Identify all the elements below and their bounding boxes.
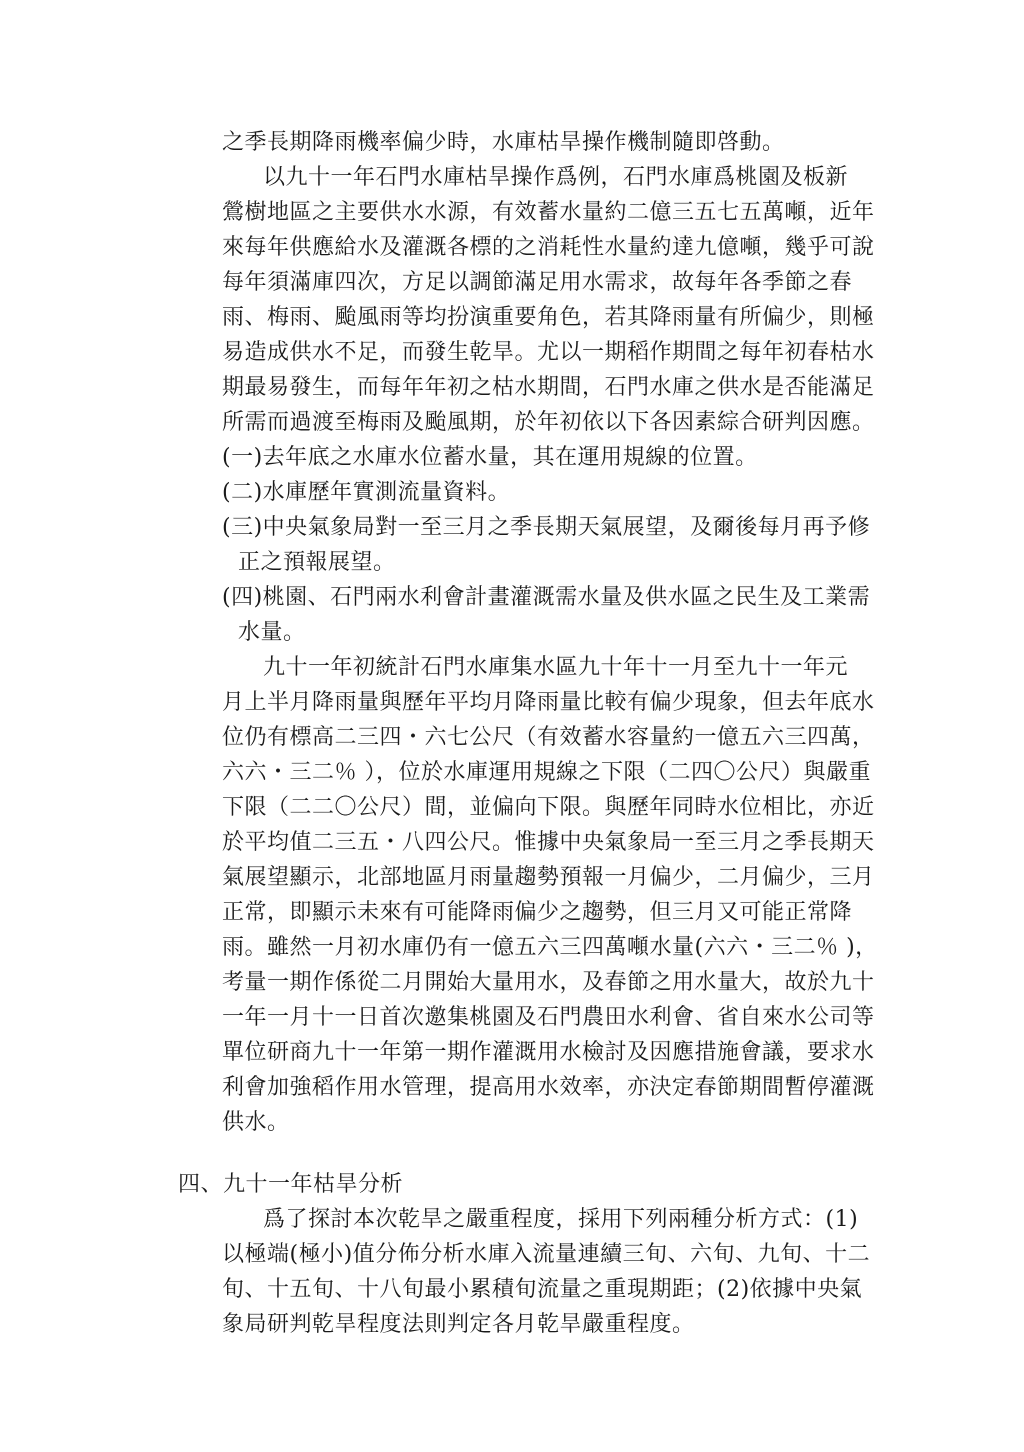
text-line: 鶯樹地區之主要供水水源，有效蓄水量約二億三五七五萬噸，近年 <box>222 200 875 225</box>
text-line: 氣展望顯示，北部地區月雨量趨勢預報一月偏少，二月偏少，三月 <box>222 865 875 890</box>
text-line: 雨。雖然一月初水庫仍有一億五六三四萬噸水量(六六・三二％ )， <box>222 935 878 960</box>
list-item: (二)水庫歷年實測流量資料。 <box>222 480 511 505</box>
text-line: 以極端(極小)值分佈分析水庫入流量連續三旬、六旬、九旬、十二 <box>222 1242 871 1267</box>
text-line: 下限（二二〇公尺）間，並偏向下限。與歷年同時水位相比，亦近 <box>222 795 875 820</box>
section-heading: 四、九十一年枯旱分析 <box>178 1172 404 1197</box>
text-line: 六六・三二％ ），位於水庫運用規線之下限（二四〇公尺）與嚴重 <box>222 760 871 785</box>
text-line: 單位研商九十一年第一期作灌溉用水檢討及因應措施會議，要求水 <box>222 1040 875 1065</box>
list-item: (三)中央氣象局對一至三月之季長期天氣展望，及爾後每月再予修 <box>222 515 871 540</box>
text-line: 於平均值二三五・八四公尺。惟據中央氣象局一至三月之季長期天 <box>222 830 875 855</box>
text-line: 雨、梅雨、颱風雨等均扮演重要角色，若其降雨量有所偏少，則極 <box>222 305 875 330</box>
text-line: 期最易發生，而每年年初之枯水期間，石門水庫之供水是否能滿足 <box>222 375 875 400</box>
text-line: 利會加強稻作用水管理，提高用水效率，亦決定春節期間暫停灌溉 <box>222 1075 875 1100</box>
text-line: 位仍有標高二三四・六七公尺（有效蓄水容量約一億五六三四萬， <box>222 725 875 750</box>
text-line: 九十一年初統計石門水庫集水區九十年十一月至九十一年元 <box>263 655 849 680</box>
text-line: 爲了探討本次乾旱之嚴重程度，採用下列兩種分析方式：(1) <box>263 1207 859 1232</box>
text-line: 月上半月降雨量與歷年平均月降雨量比較有偏少現象，但去年底水 <box>222 690 875 715</box>
list-item: (四)桃園、石門兩水利會計畫灌溉需水量及供水區之民生及工業需 <box>222 585 871 610</box>
text-line: 旬、十五旬、十八旬最小累積旬流量之重現期距；(2)依據中央氣 <box>222 1277 863 1302</box>
text-line: 考量一期作係從二月開始大量用水，及春節之用水量大，故於九十 <box>222 970 875 995</box>
text-line: 易造成供水不足，而發生乾旱。尤以一期稻作期間之每年初春枯水 <box>222 340 875 365</box>
text-line: 水量。 <box>238 620 306 645</box>
text-line: 之季長期降雨機率偏少時，水庫枯旱操作機制隨即啓動。 <box>222 130 785 155</box>
text-line: 來每年供應給水及灌溉各標的之消耗性水量約達九億噸，幾乎可說 <box>222 235 875 260</box>
text-line: 正常，即顯示未來有可能降雨偏少之趨勢，但三月又可能正常降 <box>222 900 853 925</box>
text-line: 一年一月十一日首次邀集桃園及石門農田水利會、省自來水公司等 <box>222 1005 875 1030</box>
text-line: 象局研判乾旱程度法則判定各月乾旱嚴重程度。 <box>222 1312 695 1337</box>
text-line: 以九十一年石門水庫枯旱操作爲例，石門水庫爲桃園及板新 <box>263 165 849 190</box>
text-line: 每年須滿庫四次，方足以調節滿足用水需求，故每年各季節之春 <box>222 270 853 295</box>
list-item: (一)去年底之水庫水位蓄水量，其在運用規線的位置。 <box>222 445 758 470</box>
text-line: 所需而過渡至梅雨及颱風期，於年初依以下各因素綜合研判因應。 <box>222 410 875 435</box>
text-line: 正之預報展望。 <box>238 550 396 575</box>
text-line: 供水。 <box>222 1110 290 1135</box>
